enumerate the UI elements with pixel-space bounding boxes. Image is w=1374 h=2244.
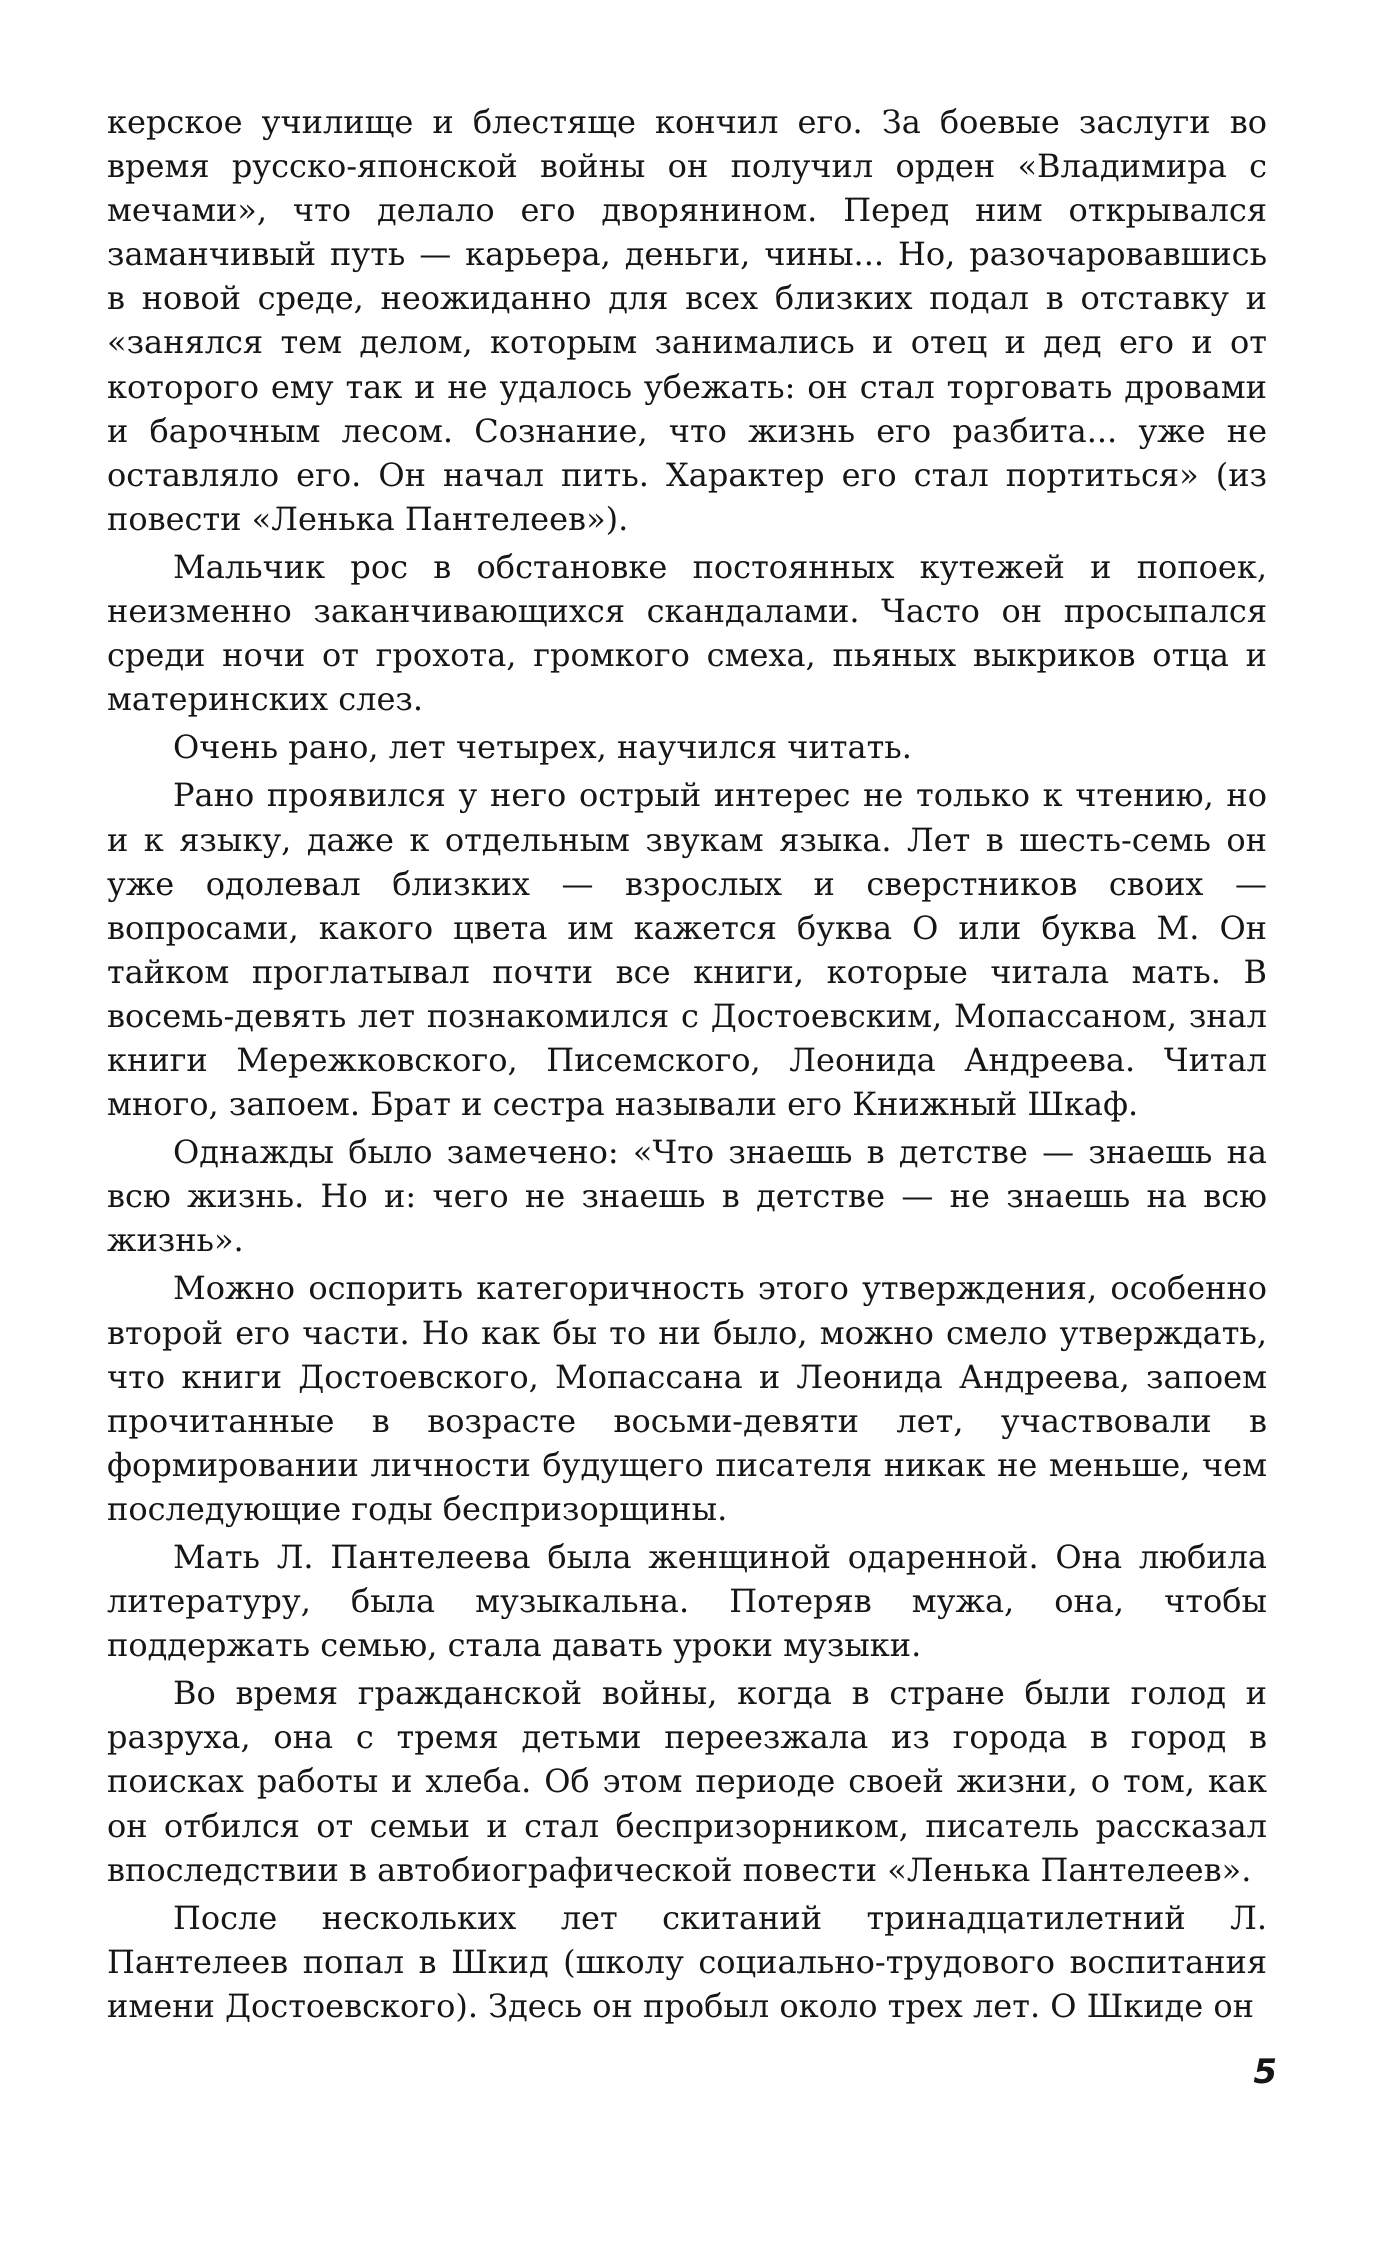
paragraph-continuation: керское училище и блестяще кончил его. За боевые заслуги во время русско-японской войны он получил орден «Владимира с мечами», что делало его дворянином. Перед ним открывался заманчивый путь — карьера, деньги, чины... Но, разочаровавшись в новой среде, неожиданно для всех близких подал в отставку и «занялся тем делом, которым занимались и отец и дед его и от которого ему так и не удалось убежать: он стал торговать дровами и барочным лесом. Сознание, что жизнь его разбита... уже не оставляло его. Он начал пить. Характер его стал портиться» (из повести «Ленька Пантелеев»). <box>107 103 1267 538</box>
page-number: 5 <box>1253 2052 1277 2092</box>
paragraph: Однажды было замечено: «Что знаешь в детстве — знаешь на всю жизнь. Но и: чего не знаешь в детстве — не знаешь на всю жизнь». <box>107 1133 1267 1260</box>
paragraph: Мальчик рос в обстановке постоянных кутежей и попоек, неизменно заканчивающихся скандалами. Часто он просыпался среди ночи от грохота, громкого смеха, пьяных выкриков отца и материнских слез. <box>107 547 1267 719</box>
paragraph: Рано проявился у него острый интерес не только к чтению, но и к языку, даже к отдельным звукам языка. Лет в шесть-семь он уже одолевал близких — взрослых и сверстников своих — вопросами, какого цвета им кажется буква О или буква М. Он тайком проглатывал почти все книги, которые читала мать. В восемь-девять лет познакомился с Достоевским, Мопассаном, знал книги Мережковского, Писемского, Леонида Андреева. Читал много, запоем. Брат и сестра называли его Книжный Шкаф. <box>107 776 1267 1124</box>
paragraph: Во время гражданской войны, когда в стране были голод и разруха, она с тремя детьми переезжала из города в город в поисках работы и хлеба. Об этом периоде своей жизни, о том, как он отбился от семьи и стал беспризорником, писатель рассказал впоследствии в автобиографической повести «Ленька Пантелеев». <box>107 1674 1267 1889</box>
paragraph: Мать Л. Пантелеева была женщиной одаренной. Она любила литературу, была музыкальна. Потеряв мужа, она, чтобы поддержать семью, стала давать уроки музыки. <box>107 1538 1267 1665</box>
paragraph: Можно оспорить категоричность этого утверждения, особенно второй его части. Но как бы то ни было, можно смело утверждать, что книги Достоевского, Мопассана и Леонида Андреева, запоем прочитанные в возрасте восьми-девяти лет, участвовали в формировании личности будущего писателя никак не меньше, чем последующие годы беспризорщины. <box>107 1269 1267 1528</box>
page-body <box>107 100 1267 2032</box>
paragraph: После нескольких лет скитаний тринадцатилетний Л. Пантелеев попал в Шкид (школу социально-трудового воспитания имени Достоевского). Здесь он пробыл около трех лет. О Шкиде он <box>107 1898 1267 2025</box>
paragraph: Очень рано, лет четырех, научился читать. <box>173 728 912 767</box>
